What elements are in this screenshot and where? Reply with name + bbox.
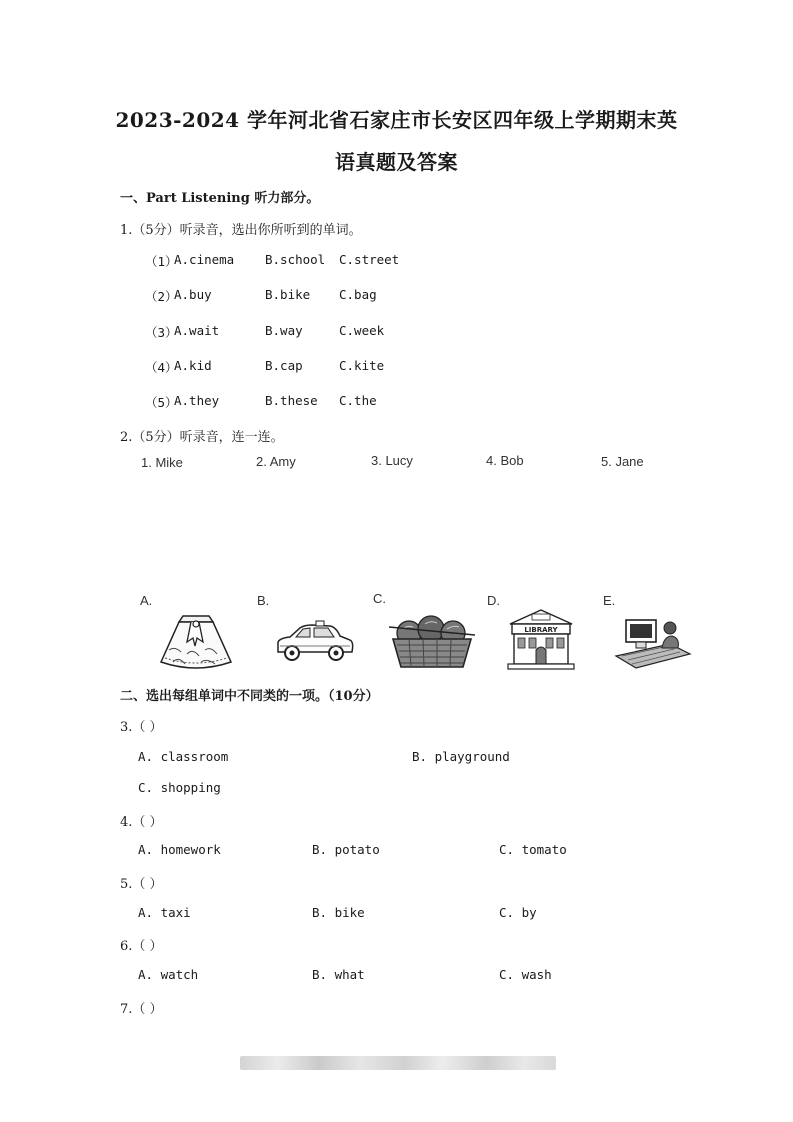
- q6-option-c: C. wash: [499, 967, 552, 982]
- q4-option-c: C. tomato: [499, 842, 567, 857]
- question-6-stem: 6.（ ）: [120, 939, 163, 954]
- document-title-line-2: 语真题及答案: [335, 150, 458, 174]
- q5-option-a: A. taxi: [138, 905, 191, 920]
- picture-label-b: B.: [257, 593, 270, 608]
- blurred-footer-watermark: [240, 1056, 556, 1070]
- document-title-line-1: 2023-2024 学年河北省石家庄市长安区四年级上学期期末英: [115, 108, 678, 132]
- q1-item-2-option-b: B.bike: [265, 287, 311, 302]
- q4-option-b: B. potato: [312, 842, 380, 857]
- q1-item-4-option-c: C.kite: [339, 358, 385, 373]
- question-1-stem: 1.（5分）听录音，选出你所听到的单词。: [120, 223, 362, 238]
- q5-option-c: C. by: [499, 905, 537, 920]
- q4-option-a: A. homework: [138, 842, 221, 857]
- q1-item-5-option-b: B.these: [265, 393, 318, 408]
- q5-option-b: B. bike: [312, 905, 365, 920]
- q6-option-b: B. what: [312, 967, 365, 982]
- computer-desk-icon: [614, 614, 692, 670]
- q1-item-1-option-a: A.cinema: [174, 252, 235, 267]
- picture-label-a: A.: [140, 593, 153, 608]
- fruit-basket-icon: [387, 613, 477, 669]
- library-sign: LIBRARY: [524, 626, 558, 634]
- question-7-stem: 7.（ ）: [120, 1002, 163, 1017]
- q1-item-3-option-c: C.week: [339, 323, 385, 338]
- q1-item-3-option-a: A.wait: [174, 323, 220, 338]
- q1-item-2-option-a: A.buy: [174, 287, 212, 302]
- section-2-heading: 二、选出每组单词中不同类的一项。（10分）: [120, 689, 379, 704]
- q1-item-5-option-a: A.they: [174, 393, 220, 408]
- section-1-heading: 一、Part Listening 听力部分。: [120, 191, 320, 206]
- car-icon: [272, 618, 356, 666]
- q1-item-1-option-c: C.street: [339, 252, 400, 267]
- picture-label-e: E.: [603, 593, 616, 608]
- skirt-icon: [155, 610, 237, 672]
- q1-item-4-option-a: A.kid: [174, 358, 212, 373]
- q1-item-5-option-c: C.the: [339, 393, 377, 408]
- q1-item-2-option-c: C.bag: [339, 287, 377, 302]
- q1-item-5-number: （5）: [145, 395, 178, 410]
- question-5-stem: 5.（ ）: [120, 877, 163, 892]
- question-2-stem: 2.（5分）听录音，连一连。: [120, 430, 284, 445]
- q3-option-a: A. classroom: [138, 749, 229, 764]
- q6-option-a: A. watch: [138, 967, 199, 982]
- q3-option-b: B. playground: [412, 749, 510, 764]
- match-name-4: 4. Bob: [486, 453, 524, 468]
- match-name-5: 5. Jane: [601, 454, 644, 469]
- q1-item-3-number: （3）: [145, 325, 178, 340]
- match-name-1: 1. Mike: [141, 455, 183, 470]
- q1-item-1-option-b: B.school: [265, 252, 326, 267]
- q1-item-4-number: （4）: [145, 360, 178, 375]
- question-4-stem: 4.（ ）: [120, 815, 163, 830]
- q1-item-4-option-b: B.cap: [265, 358, 303, 373]
- picture-label-c: C.: [373, 591, 386, 606]
- q1-item-1-number: （1）: [145, 254, 178, 269]
- library-icon: [506, 606, 576, 670]
- question-3-stem: 3.（ ）: [120, 720, 163, 735]
- picture-label-d: D.: [487, 593, 500, 608]
- match-name-2: 2. Amy: [256, 454, 296, 469]
- q1-item-3-option-b: B.way: [265, 323, 303, 338]
- match-name-3: 3. Lucy: [371, 453, 413, 468]
- q1-item-2-number: （2）: [145, 289, 178, 304]
- q3-option-c: C. shopping: [138, 780, 221, 795]
